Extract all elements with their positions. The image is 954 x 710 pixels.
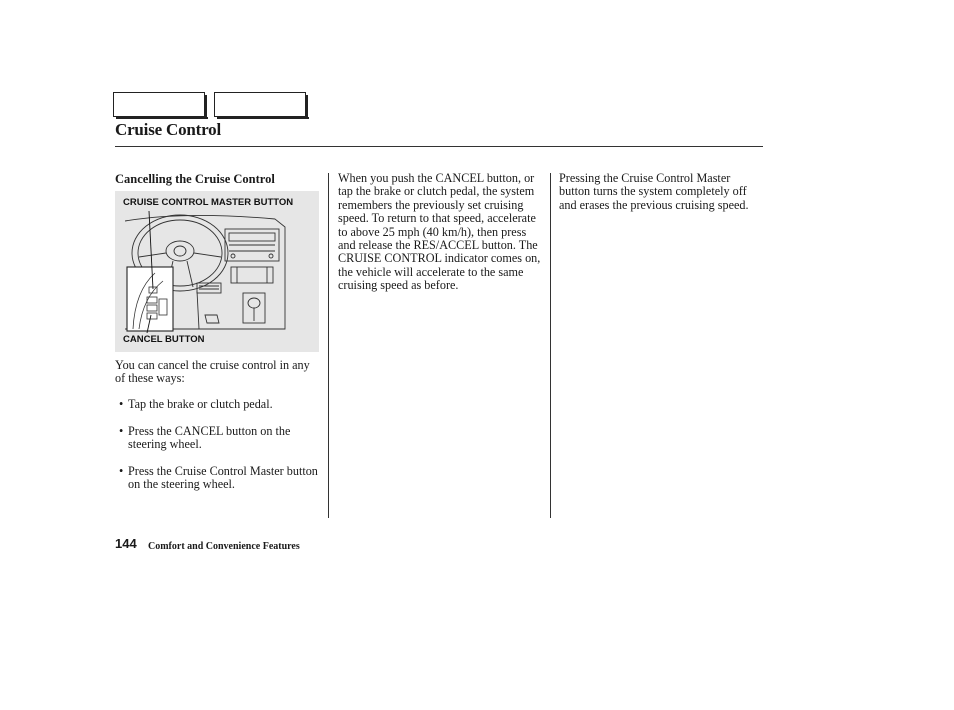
intro-paragraph: You can cancel the cruise control in any of these ways:	[115, 358, 310, 386]
bullet-dot: •	[119, 397, 124, 411]
bullet-dot: •	[119, 464, 124, 478]
figure-label-master-button: CRUISE CONTROL MASTER BUTTON	[123, 197, 294, 208]
steering-wheel-illustration	[115, 191, 319, 352]
bullet-item	[119, 398, 319, 411]
figure-label-cancel-button: CANCEL BUTTON	[123, 334, 205, 345]
bullet-item	[119, 465, 319, 492]
header-tab-box-1	[113, 92, 205, 117]
bullet-text: Tap the brake or clutch pedal.	[128, 397, 273, 411]
bullet-text: Press the CANCEL button on the steering wheel.	[128, 424, 291, 452]
column-divider-1	[328, 173, 329, 518]
bullet-item	[119, 425, 319, 452]
column2-paragraph: When you push the CANCEL button, or tap the brake or clutch pedal, the system remembers the previously set cruising speed. To return to that speed, accelerate to above 25 mph (40 km/h), then press and release the RES/ACCEL button. The CRUISE CONTROL indicator comes on, the vehicle will accelerate to the same cruising speed as before.	[338, 171, 541, 293]
dashboard-drawing	[125, 211, 311, 333]
section-heading: Cancelling the Cruise Control	[115, 172, 275, 186]
column-divider-2	[550, 173, 551, 518]
bullet-dot: •	[119, 424, 124, 438]
bullet-text: Press the Cruise Control Master button on the steering wheel.	[128, 464, 318, 492]
footer-section-name: Comfort and Convenience Features	[148, 541, 300, 552]
header-tab-box-2	[214, 92, 306, 117]
title-rule	[115, 146, 763, 147]
column3-paragraph: Pressing the Cruise Control Master button turns the system completely off and erases the previous cruising speed.	[559, 171, 749, 212]
page-title: Cruise Control	[115, 120, 221, 139]
page-number: 144	[115, 536, 137, 551]
